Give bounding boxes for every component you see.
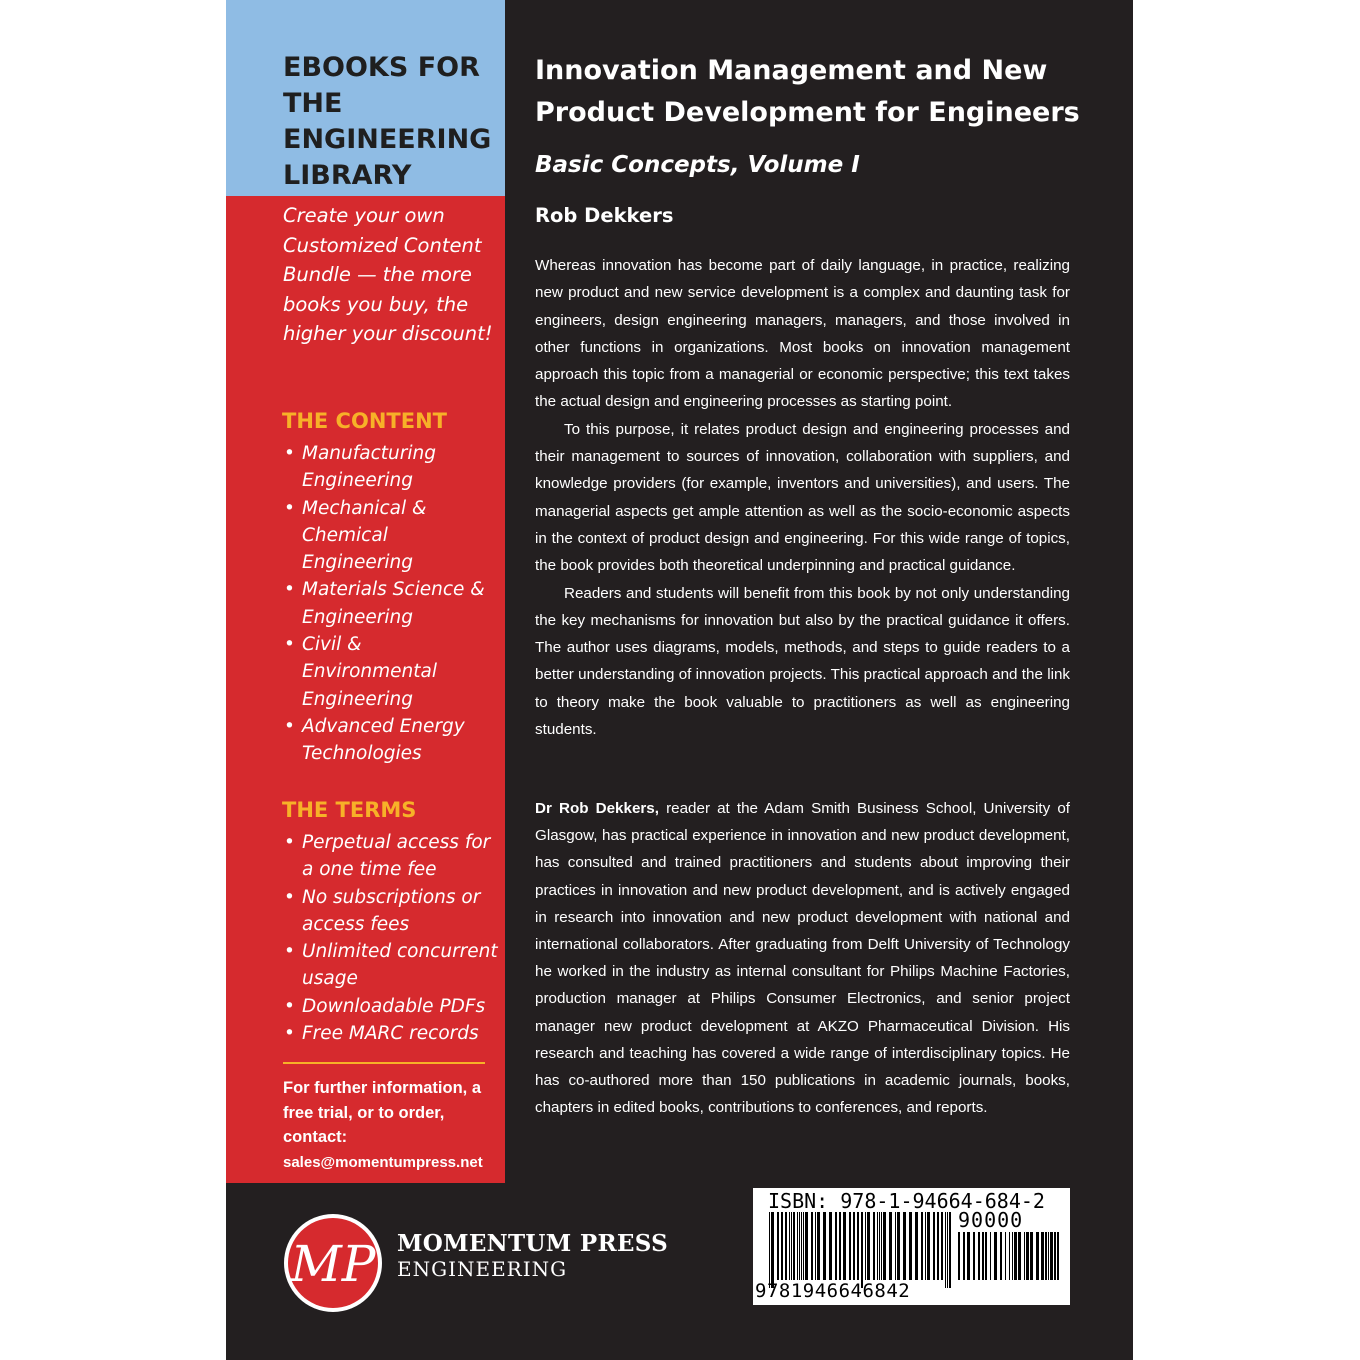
description-paragraph: Whereas innovation has become part of daily language, in practice, realizing new product and new service development is a complex and daunting task for engineers, design engineering managers, managers, and those involved in other functions in organizations. Most books on innovation management approach this topic from a managerial or economic perspective; this text takes the actual design and engineering processes as starting point. [535, 257, 1070, 411]
barcode-bar [1024, 1232, 1025, 1280]
barcode-bar [829, 1212, 832, 1280]
barcode-bar [803, 1212, 804, 1280]
barcode-bar [843, 1212, 846, 1280]
publisher-logo [282, 1212, 384, 1314]
ean-digits: 9781946646842 [755, 1280, 911, 1302]
barcode-bar [1057, 1232, 1059, 1280]
barcode-bar [1050, 1232, 1053, 1280]
barcode-bar [877, 1212, 878, 1280]
price-code: 90000 [958, 1208, 1024, 1232]
list-item: • Manufacturing Engineering [282, 440, 502, 495]
barcode-bar [947, 1212, 948, 1288]
list-item: • Advanced Energy Technologies [282, 713, 502, 768]
barcode-bar [909, 1212, 912, 1280]
contact-block [283, 1076, 503, 1175]
barcode-bar [817, 1212, 820, 1280]
author-bio [535, 795, 1070, 1121]
barcode-bar [1045, 1232, 1047, 1280]
barcode-bar [801, 1212, 802, 1280]
barcode-bar [1054, 1232, 1056, 1280]
barcode-bar [994, 1232, 997, 1280]
barcode-bar [879, 1212, 880, 1280]
barcode-bar [799, 1212, 800, 1280]
series-title: EBOOKS FOR THE ENGINEERING LIBRARY [283, 52, 492, 191]
barcode-bar [805, 1212, 808, 1280]
contact-email-link[interactable]: sales@momentumpress.net [283, 1153, 483, 1171]
barcode-bar [789, 1212, 790, 1280]
publisher-imprint: ENGINEERING [397, 1257, 568, 1281]
promo-text: Create your own Customized Content Bundle — the more books you buy, the higher your discount! [283, 204, 493, 346]
description-paragraph: To this purpose, it relates product design and engineering processes and their management to sources of innovation, collaboration with suppliers, and knowledge providers (for example, inventors and universities), and users. The managerial aspects get ample attention as well as the socio-economic aspects in the context of product design and engineering. For this wide range of topics, the book provides both theoretical underpinning and practical guidance. [535, 420, 1070, 575]
barcode-bar [895, 1212, 896, 1280]
barcode-bar [853, 1212, 855, 1280]
barcode-bar [883, 1212, 886, 1280]
barcode-bar [791, 1212, 792, 1280]
barcode-bar [1036, 1232, 1039, 1280]
barcode-bar [861, 1212, 863, 1288]
barcode-bar [1030, 1232, 1033, 1280]
terms-list [282, 829, 502, 1047]
list-item: • Materials Science & Engineering [282, 576, 502, 631]
barcode-bar [1012, 1232, 1013, 1280]
barcode-bar [967, 1232, 970, 1280]
list-item: • Civil & Environmental Engineering [282, 631, 502, 713]
author-bio-name: Dr Rob Dekkers, [535, 800, 659, 817]
logo-letters: MP [290, 1235, 376, 1293]
barcode-bar [867, 1212, 870, 1280]
barcode-bar [815, 1212, 816, 1280]
barcode-bar [873, 1212, 875, 1280]
isbn-label: ISBN: 978-1-94664-684-2 [768, 1189, 1045, 1213]
barcode-bar [1014, 1232, 1017, 1280]
barcode-bar [963, 1232, 965, 1280]
barcode-bar [769, 1212, 770, 1288]
barcode-bar [785, 1212, 787, 1280]
barcode-bar [865, 1212, 866, 1280]
barcode-bar [849, 1212, 851, 1280]
list-item: • Perpetual access for a one time fee [282, 829, 502, 884]
barcode-bar [1009, 1232, 1010, 1280]
barcode-bar [797, 1212, 798, 1280]
barcode-bar [982, 1232, 984, 1280]
contact-text: For further information, a free trial, or to order, contact: [283, 1079, 481, 1146]
barcode-bar [881, 1212, 882, 1280]
barcode-bar [925, 1212, 926, 1280]
barcode-bar [945, 1212, 946, 1288]
barcode-bar [1005, 1232, 1006, 1280]
barcode-bar [839, 1212, 841, 1280]
barcode-bar [771, 1212, 774, 1288]
terms-heading: THE TERMS [282, 798, 417, 822]
list-item: • Unlimited concurrent usage [282, 938, 502, 993]
barcode-bar [835, 1212, 837, 1280]
list-item: • No subscriptions or access fees [282, 884, 502, 939]
list-item: • Free MARC records [282, 1020, 502, 1047]
book-subtitle: Basic Concepts, Volume I [535, 152, 860, 178]
barcode-bar [937, 1212, 939, 1280]
barcode-bar [973, 1232, 975, 1280]
barcode-bar [958, 1232, 960, 1280]
barcode-bar [921, 1212, 923, 1280]
list-item: • Downloadable PDFs [282, 993, 502, 1020]
barcode-bar [793, 1212, 795, 1280]
barcode-bar [1026, 1232, 1029, 1280]
barcode-bar [777, 1212, 779, 1280]
barcode-bar [927, 1212, 930, 1280]
barcode-bar [990, 1232, 991, 1280]
barcode-bar [1041, 1232, 1044, 1280]
description-paragraph: Readers and students will benefit from this book by not only understanding the key mechanisms for innovation but also by the practical guidance it offers. The author uses diagrams, models, methods, and steps to guide readers to a better understanding of innovation projects. This practical approach and the link to theory make the book valuable to practitioners as well as engineering students. [535, 584, 1070, 739]
book-title: Innovation Management and New Product Development for Engineers [535, 55, 1080, 128]
sidebar-divider [283, 1062, 485, 1064]
content-list [282, 440, 502, 768]
barcode-bar [1048, 1232, 1049, 1280]
barcode-bar [949, 1212, 951, 1288]
barcode-bar [978, 1232, 980, 1280]
author-bio-text: reader at the Adam Smith Business School, University of Glasgow, has practical experience in innovation and new product development, has consulted and trained practitioners and students about improving their practices in innovation and new product development, and is actively engaged in research into innovation and new product development with national and international collaborators. After graduating from Delft University of Technology he worked in the industry as internal consultant for Philips Machine Factories, production manager at Philips Consumer Electronics, and senior project manager new product development at AKZO Pharmaceutical Division. His research and teaching has covered a wide range of interdisciplinary topics. He has co-authored more than 150 publications in academic journals, books, chapters in edited books, contributions to conferences, and reports. [535, 800, 1070, 1117]
book-description [535, 252, 1070, 743]
barcode-bar [903, 1212, 906, 1280]
barcode-bar [985, 1232, 987, 1280]
barcode-bar [933, 1212, 935, 1280]
back-cover [226, 0, 1133, 1360]
isbn-barcode [753, 1188, 1070, 1305]
barcode-bar [897, 1212, 900, 1280]
barcode-bar [1000, 1232, 1002, 1280]
barcode-bar [781, 1212, 783, 1280]
barcode-bar [941, 1212, 943, 1280]
barcode-bar [889, 1212, 892, 1280]
barcode-bar [811, 1212, 813, 1280]
series-banner [226, 0, 505, 196]
barcode-bar [823, 1212, 826, 1280]
list-item: • Mechanical & Chemical Engineering [282, 495, 502, 577]
content-heading: THE CONTENT [282, 409, 447, 433]
publisher-name: MOMENTUM PRESS [397, 1230, 669, 1257]
barcode-bar [915, 1212, 918, 1280]
barcode-bar [857, 1212, 859, 1280]
book-author: Rob Dekkers [535, 204, 674, 227]
barcode-bar [1018, 1232, 1021, 1280]
